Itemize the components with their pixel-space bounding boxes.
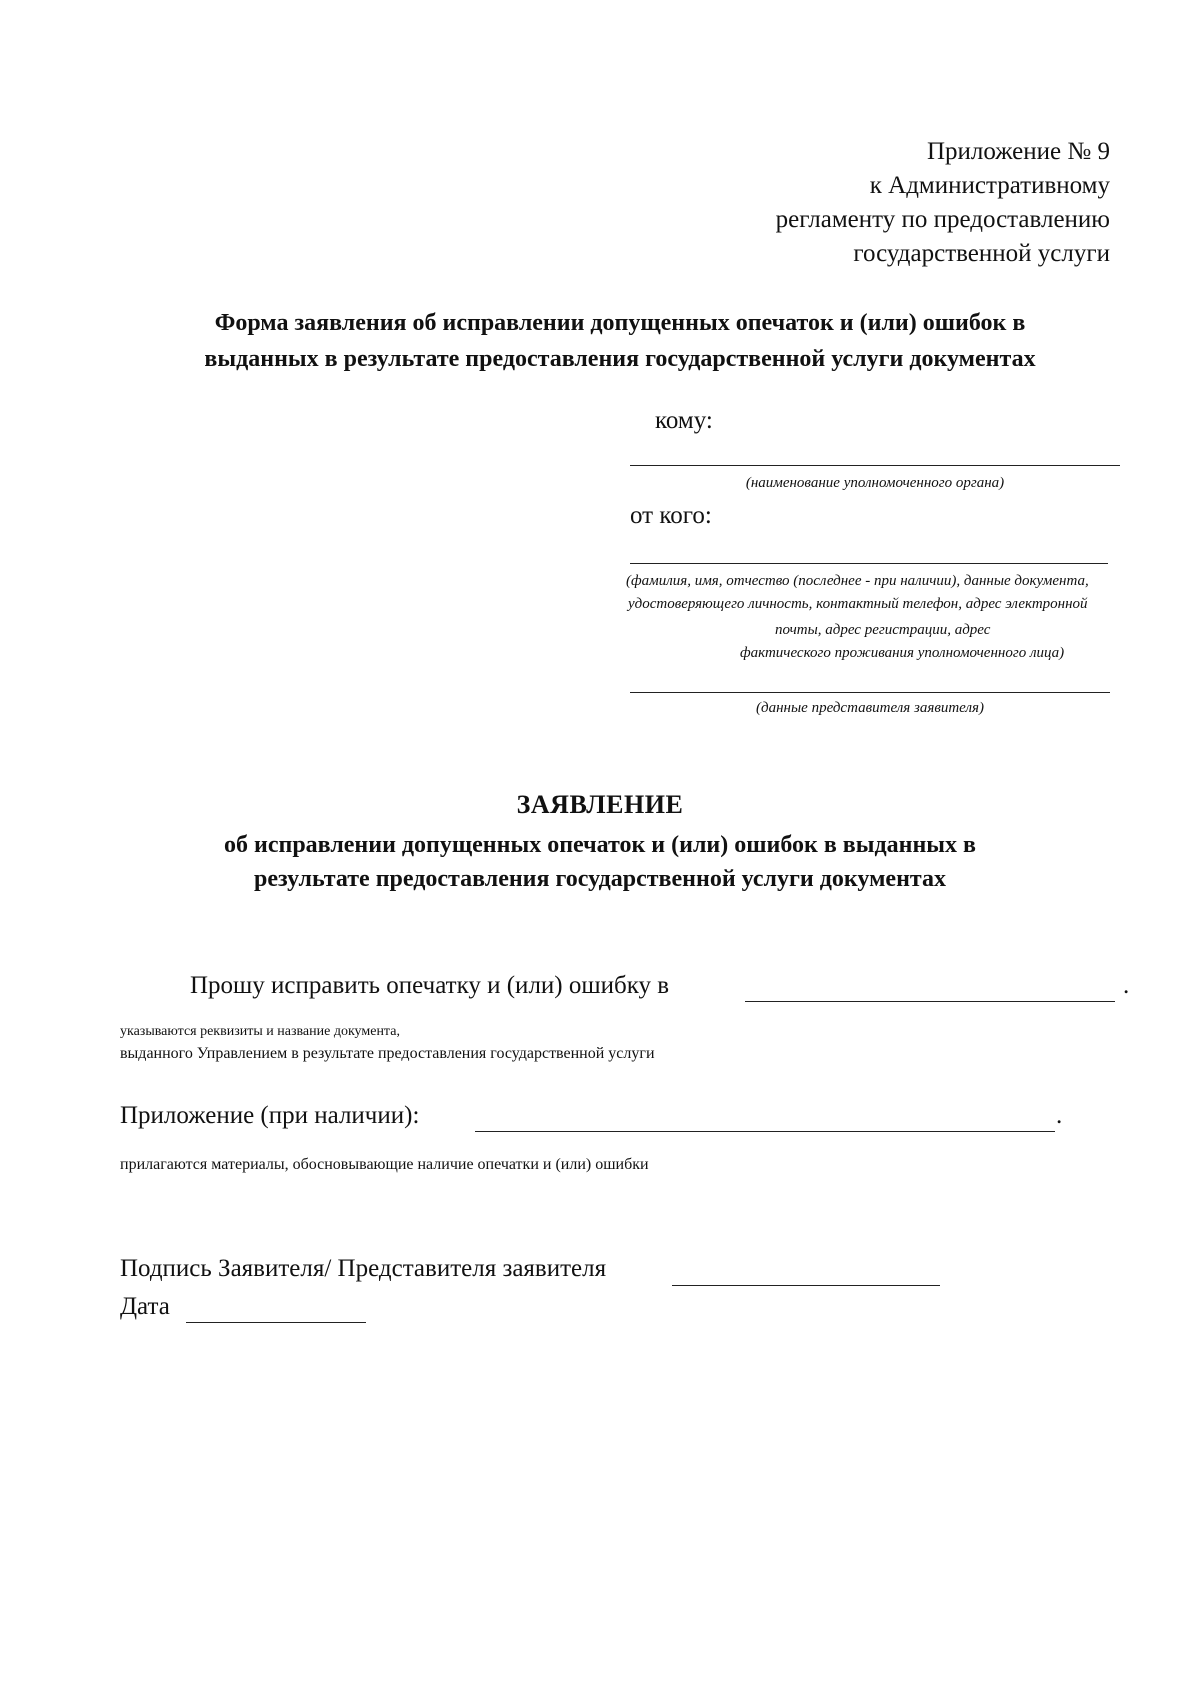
from-caption-line-3: почты, адрес регистрации, адрес <box>775 622 991 638</box>
from-caption-line-1: (фамилия, имя, отчество (последнее - при наличии), данные документа, <box>626 573 1089 589</box>
representative-field-line[interactable] <box>630 692 1110 693</box>
from-field-line[interactable] <box>630 563 1108 564</box>
attachment-label: Приложение (при наличии): <box>120 1102 420 1129</box>
form-title-line-1: Форма заявления об исправлении допущенных опечаток и (или) ошибок в <box>214 310 1026 336</box>
form-title <box>120 305 1120 377</box>
to-field-line[interactable] <box>630 465 1120 466</box>
appendix-line-2: к Административному <box>869 172 1110 199</box>
appendix-line-4: государственной услуги <box>853 240 1110 267</box>
to-caption: (наименование уполномоченного органа) <box>745 475 1005 491</box>
statement-title: ЗАЯВЛЕНИЕ <box>516 790 684 819</box>
appendix-line-1: Приложение № 9 <box>926 138 1110 165</box>
date-label: Дата <box>120 1293 170 1320</box>
statement-heading <box>150 790 1050 896</box>
form-title-line-2: выданных в результате предоставления государственной услуги документах <box>204 346 1036 372</box>
signature-label: Подпись Заявителя/ Представителя заявителя <box>120 1255 607 1282</box>
appendix-header <box>776 135 1110 271</box>
request-hint-line-1: указываются реквизиты и название документа, <box>120 1024 400 1039</box>
statement-subtitle-line-1: об исправлении допущенных опечаток и (или) ошибок в выданных в <box>224 832 976 858</box>
statement-subtitle-line-2: результате предоставления государственной услуги документах <box>254 866 946 892</box>
attachment-hint: прилагаются материалы, обосновывающие наличие опечатки и (или) ошибки <box>120 1156 649 1173</box>
attachment-end-dot: . <box>1056 1102 1063 1129</box>
from-caption-line-4: фактического проживания уполномоченного лица) <box>740 645 1065 661</box>
from-label: от кого: <box>630 502 712 529</box>
from-caption-line-2: удостоверяющего личность, контактный телефон, адрес электронной <box>628 596 1088 612</box>
signature-field-line[interactable] <box>672 1285 940 1286</box>
date-field-line[interactable] <box>186 1322 366 1323</box>
request-hint-line-2: выданного Управлением в результате предоставления государственной услуги <box>120 1045 655 1062</box>
request-document-field-line[interactable] <box>745 1001 1115 1002</box>
request-text: Прошу исправить опечатку и (или) ошибку в <box>190 972 670 999</box>
attachment-field-line[interactable] <box>475 1131 1055 1132</box>
representative-caption: (данные представителя заявителя) <box>756 700 984 716</box>
request-end-dot: . <box>1123 972 1130 999</box>
appendix-line-3: регламенту по предоставлению <box>775 206 1110 233</box>
to-label: кому: <box>655 407 713 434</box>
